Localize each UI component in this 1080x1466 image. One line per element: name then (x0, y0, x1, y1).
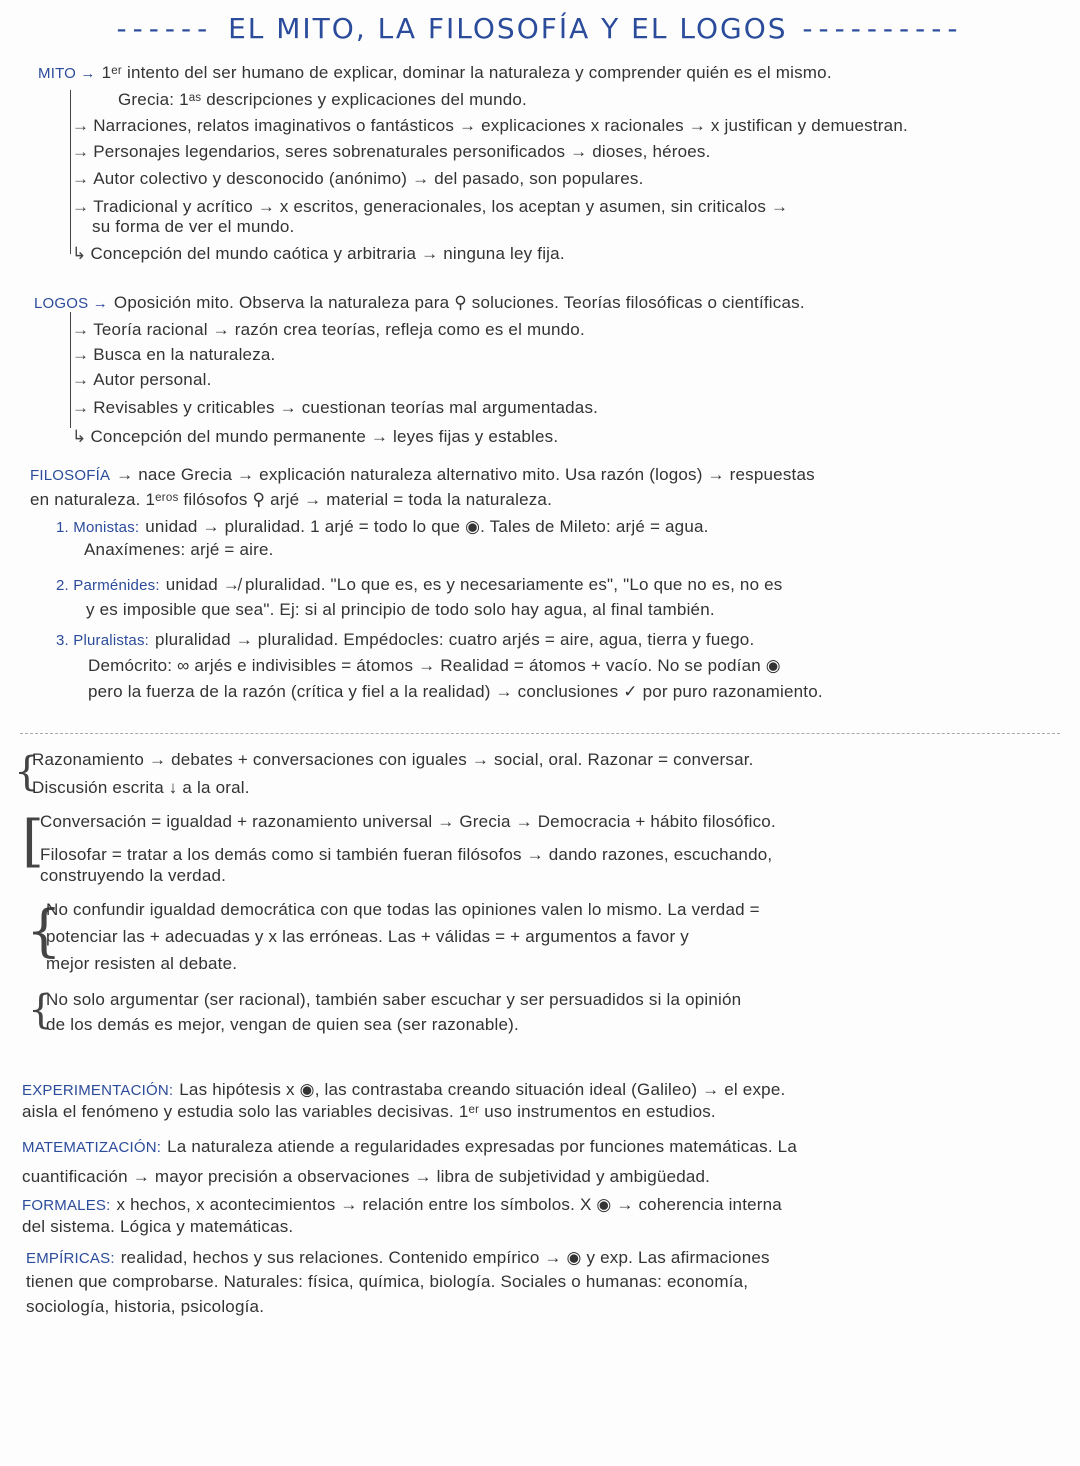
pluralistas-line: pero la fuerza de la razón (crítica y fiel a la realidad) → conclusiones ✓ por puro razonamiento. (88, 682, 823, 701)
pluralistas-line: 3. Pluralistas: pluralidad → pluralidad. Empédocles: cuatro arjés = aire, agua, tierra y fuego. (56, 630, 755, 649)
logos-bullet: → Busca en la naturaleza. (72, 345, 276, 364)
escuchar-line: de los demás es mejor, vengan de quien sea (ser razonable). (46, 1015, 519, 1034)
experimentacion-line: aisla el fenómeno y estudia solo las variables decisivas. 1ᵉʳ uso instrumentos en estudios. (22, 1102, 716, 1121)
empiricas-line: tienen que comprobarse. Naturales: física, química, biología. Sociales o humanas: economía, (26, 1272, 749, 1291)
mito-bullet-cont: su forma de ver el mundo. (92, 217, 295, 236)
mito-bullet: ↳ Concepción del mundo caótica y arbitraria → ninguna ley fija. (72, 244, 565, 263)
brace: [ (22, 809, 44, 874)
bracket-line (70, 90, 71, 254)
logos-bullet: → Revisables y criticables → cuestionan teorías mal argumentadas. (72, 398, 599, 417)
igualdad-line: potenciar las + adecuadas y x las erróneas. Las + válidas = + argumentos a favor y (46, 927, 689, 946)
filosofia-line: en naturaleza. 1ᵉʳᵒˢ filósofos ⚲ arjé → material = toda la naturaleza. (30, 490, 552, 509)
logos-bullet: → Autor personal. (72, 370, 212, 389)
divider (20, 733, 1060, 734)
mito-bullet: → Tradicional y acrítico → x escritos, generacionales, los aceptan y asumen, sin criticalos → (72, 197, 789, 216)
matematizacion-line: MATEMATIZACIÓN: La naturaleza atiende a regularidades expresadas por funciones matemáticas. La (22, 1137, 797, 1156)
brace: { (14, 749, 40, 795)
mito-bullet: → Autor colectivo y desconocido (anónimo) → del pasado, son populares. (72, 169, 644, 188)
parmenides-line: y es imposible que sea". Ej: si al principio de todo solo hay agua, al final también. (86, 600, 715, 619)
parmenides-line: 2. Parménides: unidad ↛ pluralidad. "Lo que es, es y necesariamente es", "Lo que no es, no es (56, 575, 783, 594)
empiricas-line: sociología, historia, psicología. (26, 1297, 265, 1316)
logos-bullet: → Teoría racional → razón crea teorías, refleja como es el mundo. (72, 320, 585, 339)
filosofia-line: FILOSOFÍA → nace Grecia → explicación naturaleza alternativo mito. Usa razón (logos) → respuestas (30, 465, 815, 484)
logos-bullet: ↳ Concepción del mundo permanente → leyes fijas y estables. (72, 427, 559, 446)
brace: { (28, 987, 54, 1033)
matematizacion-line: cuantificación → mayor precisión a observaciones → libra de subjetividad y ambigüedad. (22, 1167, 711, 1186)
experimentacion-line: EXPERIMENTACIÓN: Las hipótesis x ◉, las contrastaba creando situación ideal (Galileo) → el expe. (22, 1080, 786, 1099)
pluralistas-line: Demócrito: ∞ arjés e indivisibles = átomos → Realidad = átomos + vacío. No se podían ◉ (88, 656, 781, 675)
conversacion-line: Filosofar = tratar a los demás como si también fueran filósofos → dando razones, escuchando, (40, 845, 773, 864)
monistas-line: 1. Monistas: unidad → pluralidad. 1 arjé = todo lo que ◉. Tales de Mileto: arjé = agua. (56, 517, 709, 536)
page-title: ------ EL MITO, LA FILOSOFÍA Y EL LOGOS ---------- (116, 12, 964, 45)
razonamiento-line: Discusión escrita ↓ a la oral. (32, 778, 250, 797)
mito-bullet: → Personajes legendarios, seres sobrenaturales personificados → dioses, héroes. (72, 142, 711, 161)
mito-bullet: → Narraciones, relatos imaginativos o fantásticos → explicaciones x racionales → x justifican y demuestran. (72, 116, 908, 135)
empiricas-line: EMPÍRICAS: realidad, hechos y sus relaciones. Contenido empírico → ◉ y exp. Las afirmaciones (26, 1248, 770, 1267)
mito-line: MITO → 1ᵉʳ intento del ser humano de explicar, dominar la naturaleza y comprender quién es el mismo. (38, 63, 832, 82)
brace: { (26, 899, 62, 964)
conversacion-line: Conversación = igualdad + razonamiento universal → Grecia → Democracia + hábito filosófico. (40, 812, 776, 831)
formales-line: FORMALES: x hechos, x acontecimientos → relación entre los símbolos. X ◉ → coherencia interna (22, 1195, 782, 1214)
logos-line: LOGOS → Oposición mito. Observa la naturaleza para ⚲ soluciones. Teorías filosóficas o científicas. (34, 293, 805, 312)
formales-line: del sistema. Lógica y matemáticas. (22, 1217, 294, 1236)
igualdad-line: mejor resisten al debate. (46, 954, 238, 973)
monistas-line: Anaxímenes: arjé = aire. (84, 540, 274, 559)
conversacion-line: construyendo la verdad. (40, 866, 227, 885)
escuchar-line: No solo argumentar (ser racional), también saber escuchar y ser persuadidos si la opinión (46, 990, 742, 1009)
bracket-line (70, 312, 71, 428)
razonamiento-line: Razonamiento → debates + conversaciones con iguales → social, oral. Razonar = conversar. (32, 750, 754, 769)
mito-line: Grecia: 1ᵃˢ descripciones y explicaciones del mundo. (118, 90, 527, 109)
igualdad-line: No confundir igualdad democrática con que todas las opiniones valen lo mismo. La verdad = (46, 900, 760, 919)
